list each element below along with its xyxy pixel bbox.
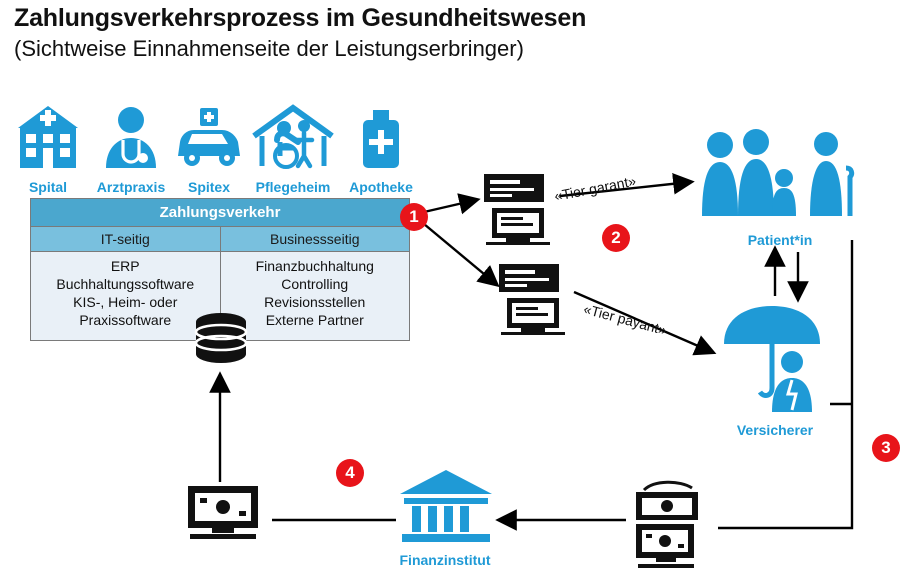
list-item: Finanzbuchhaltung bbox=[255, 258, 374, 274]
list-item: Controlling bbox=[281, 275, 349, 292]
bank-icon bbox=[398, 468, 494, 553]
actor-spital bbox=[8, 104, 88, 195]
family-group-icon bbox=[690, 128, 870, 233]
label-tier-payant: «Tier payant» bbox=[582, 300, 669, 339]
list-item: Revisionsstellen bbox=[264, 293, 366, 310]
actor-pflegeheim bbox=[246, 100, 340, 195]
page-subtitle: (Sichtweise Einnahmenseite der Leistungserbringer) bbox=[14, 36, 524, 61]
label-tier-garant: «Tier garant» bbox=[552, 172, 638, 204]
actor-label: Spital bbox=[28, 179, 68, 195]
node-label-finanzinstitut: Finanzinstitut bbox=[399, 552, 491, 568]
nursing-home-icon bbox=[246, 100, 340, 177]
umbrella-person-icon bbox=[716, 300, 834, 425]
actor-arztpraxis bbox=[88, 104, 174, 195]
medicine-icon bbox=[336, 106, 426, 177]
actor-label: Spitex bbox=[187, 179, 230, 195]
banknote-icon bbox=[634, 478, 702, 527]
node-label-versicherer: Versicherer bbox=[736, 422, 814, 438]
actor-apotheke bbox=[336, 106, 426, 195]
table-header: Zahlungsverkehr bbox=[31, 199, 410, 227]
list-item: Buchhaltungssoftware bbox=[56, 275, 195, 292]
doctor-icon bbox=[88, 104, 174, 177]
hospital-icon bbox=[8, 104, 88, 177]
table-col-left-header: IT-seitig bbox=[31, 227, 221, 252]
statement-monitor-icon bbox=[182, 484, 270, 547]
step-badge-3: 3 bbox=[872, 434, 900, 462]
invoice-monitor-icon bbox=[478, 172, 558, 251]
database-icon bbox=[190, 310, 252, 377]
arrow-to-invoice-top bbox=[424, 200, 476, 212]
actor-label: Apotheke bbox=[349, 179, 413, 195]
table-col-right-header: Businessseitig bbox=[220, 227, 410, 252]
car-icon bbox=[172, 104, 246, 177]
payment-monitor-icon bbox=[628, 522, 706, 577]
step-badge-2: 2 bbox=[602, 224, 630, 252]
actor-spitex bbox=[172, 104, 246, 195]
list-item: Externe Partner bbox=[265, 311, 364, 328]
list-item: ERP bbox=[110, 258, 140, 274]
step-badge-4: 4 bbox=[336, 459, 364, 487]
list-item: Praxissoftware bbox=[79, 311, 172, 328]
list-item: KIS-, Heim- oder bbox=[73, 293, 178, 310]
invoice-monitor-icon bbox=[493, 262, 573, 341]
page-title: Zahlungsverkehrsprozess im Gesundheitswesen bbox=[14, 4, 587, 32]
step-badge-1: 1 bbox=[400, 203, 428, 231]
actor-label: Arztpraxis bbox=[96, 179, 166, 195]
actor-label: Pflegeheim bbox=[255, 179, 331, 195]
node-label-patient: Patient*in bbox=[747, 232, 813, 248]
